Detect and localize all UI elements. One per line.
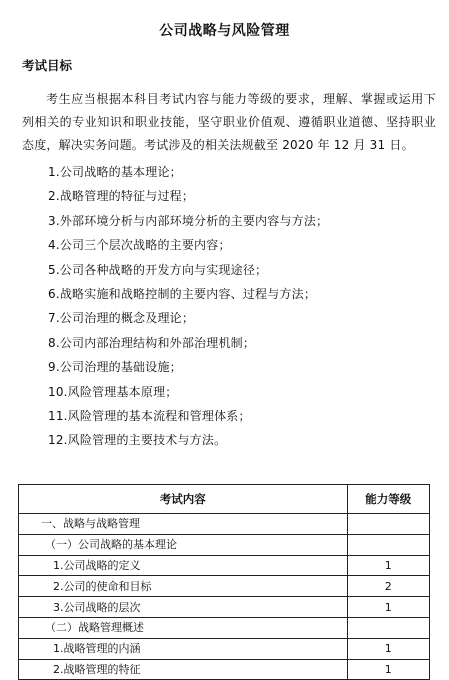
table-cell-level — [347, 617, 429, 638]
exam-content-table — [18, 484, 430, 680]
table-row — [19, 617, 430, 638]
objective-item: 7.公司治理的概念及理论； — [48, 311, 195, 326]
table-cell-level: 1 — [347, 555, 429, 576]
objective-item: 11.风险管理的基本流程和管理体系； — [48, 408, 251, 423]
table-cell-content: 1.战略管理的内涵 — [19, 638, 348, 659]
table-cell-level: 1 — [347, 597, 429, 618]
table-cell-content: 2.战略管理的特征 — [19, 659, 348, 680]
table-cell-level — [347, 514, 429, 535]
column-header-level: 能力等级 — [347, 485, 429, 514]
table-cell-level: 1 — [347, 638, 429, 659]
table-cell-level: 1 — [347, 659, 429, 680]
document-title: 公司战略与风险管理 — [159, 23, 290, 39]
column-header-content: 考试内容 — [19, 485, 348, 514]
table-row — [19, 638, 430, 659]
table-cell-level — [347, 534, 429, 555]
objective-item: 4.公司三个层次战略的主要内容； — [48, 238, 231, 253]
table-row — [19, 576, 430, 597]
table-row — [19, 534, 430, 555]
objective-item: 3.外部环境分析与内部环境分析的主要内容与方法； — [48, 213, 329, 228]
table-cell-content: （一）公司战略的基本理论 — [19, 534, 348, 555]
table-header-row — [19, 485, 430, 514]
table-cell-content: 一、战略与战略管理 — [19, 514, 348, 535]
table-cell-content: （二）战略管理概述 — [19, 617, 348, 638]
table-row — [19, 597, 430, 618]
objectives-list — [48, 160, 328, 453]
objective-item: 9.公司治理的基础设施； — [48, 360, 182, 375]
table-row — [19, 514, 430, 535]
table-cell-content: 1.公司战略的定义 — [19, 555, 348, 576]
objective-item: 8.公司内部治理结构和外部治理机制； — [48, 335, 256, 350]
objective-item: 2.战略管理的特征与过程； — [48, 189, 195, 204]
table-cell-content: 3.公司战略的层次 — [19, 597, 348, 618]
objective-item: 5.公司各种战略的开发方向与实现途径； — [48, 262, 268, 277]
table-cell-level: 2 — [347, 576, 429, 597]
intro-paragraph: 考生应当根据本科目考试内容与能力等级的要求，理解、掌握或运用下列相关的专业知识和职业技能，坚守职业价值观、遵循职业道德、坚持职业态度，解决实务问题。考试涉及的相关法规截至 2020 年 12 月 31 日。 — [22, 92, 436, 152]
table-cell-content: 2.公司的使命和目标 — [19, 576, 348, 597]
table-row — [19, 659, 430, 680]
table-row — [19, 555, 430, 576]
objective-item: 6.战略实施和战略控制的主要内容、过程与方法； — [48, 286, 317, 301]
objective-item: 10.风险管理基本原理； — [48, 384, 178, 399]
section-heading-exam-objectives: 考试目标 — [22, 58, 73, 73]
objective-item: 1.公司战略的基本理论； — [48, 165, 182, 179]
objective-item: 12.风险管理的主要技术与方法。 — [48, 433, 227, 448]
